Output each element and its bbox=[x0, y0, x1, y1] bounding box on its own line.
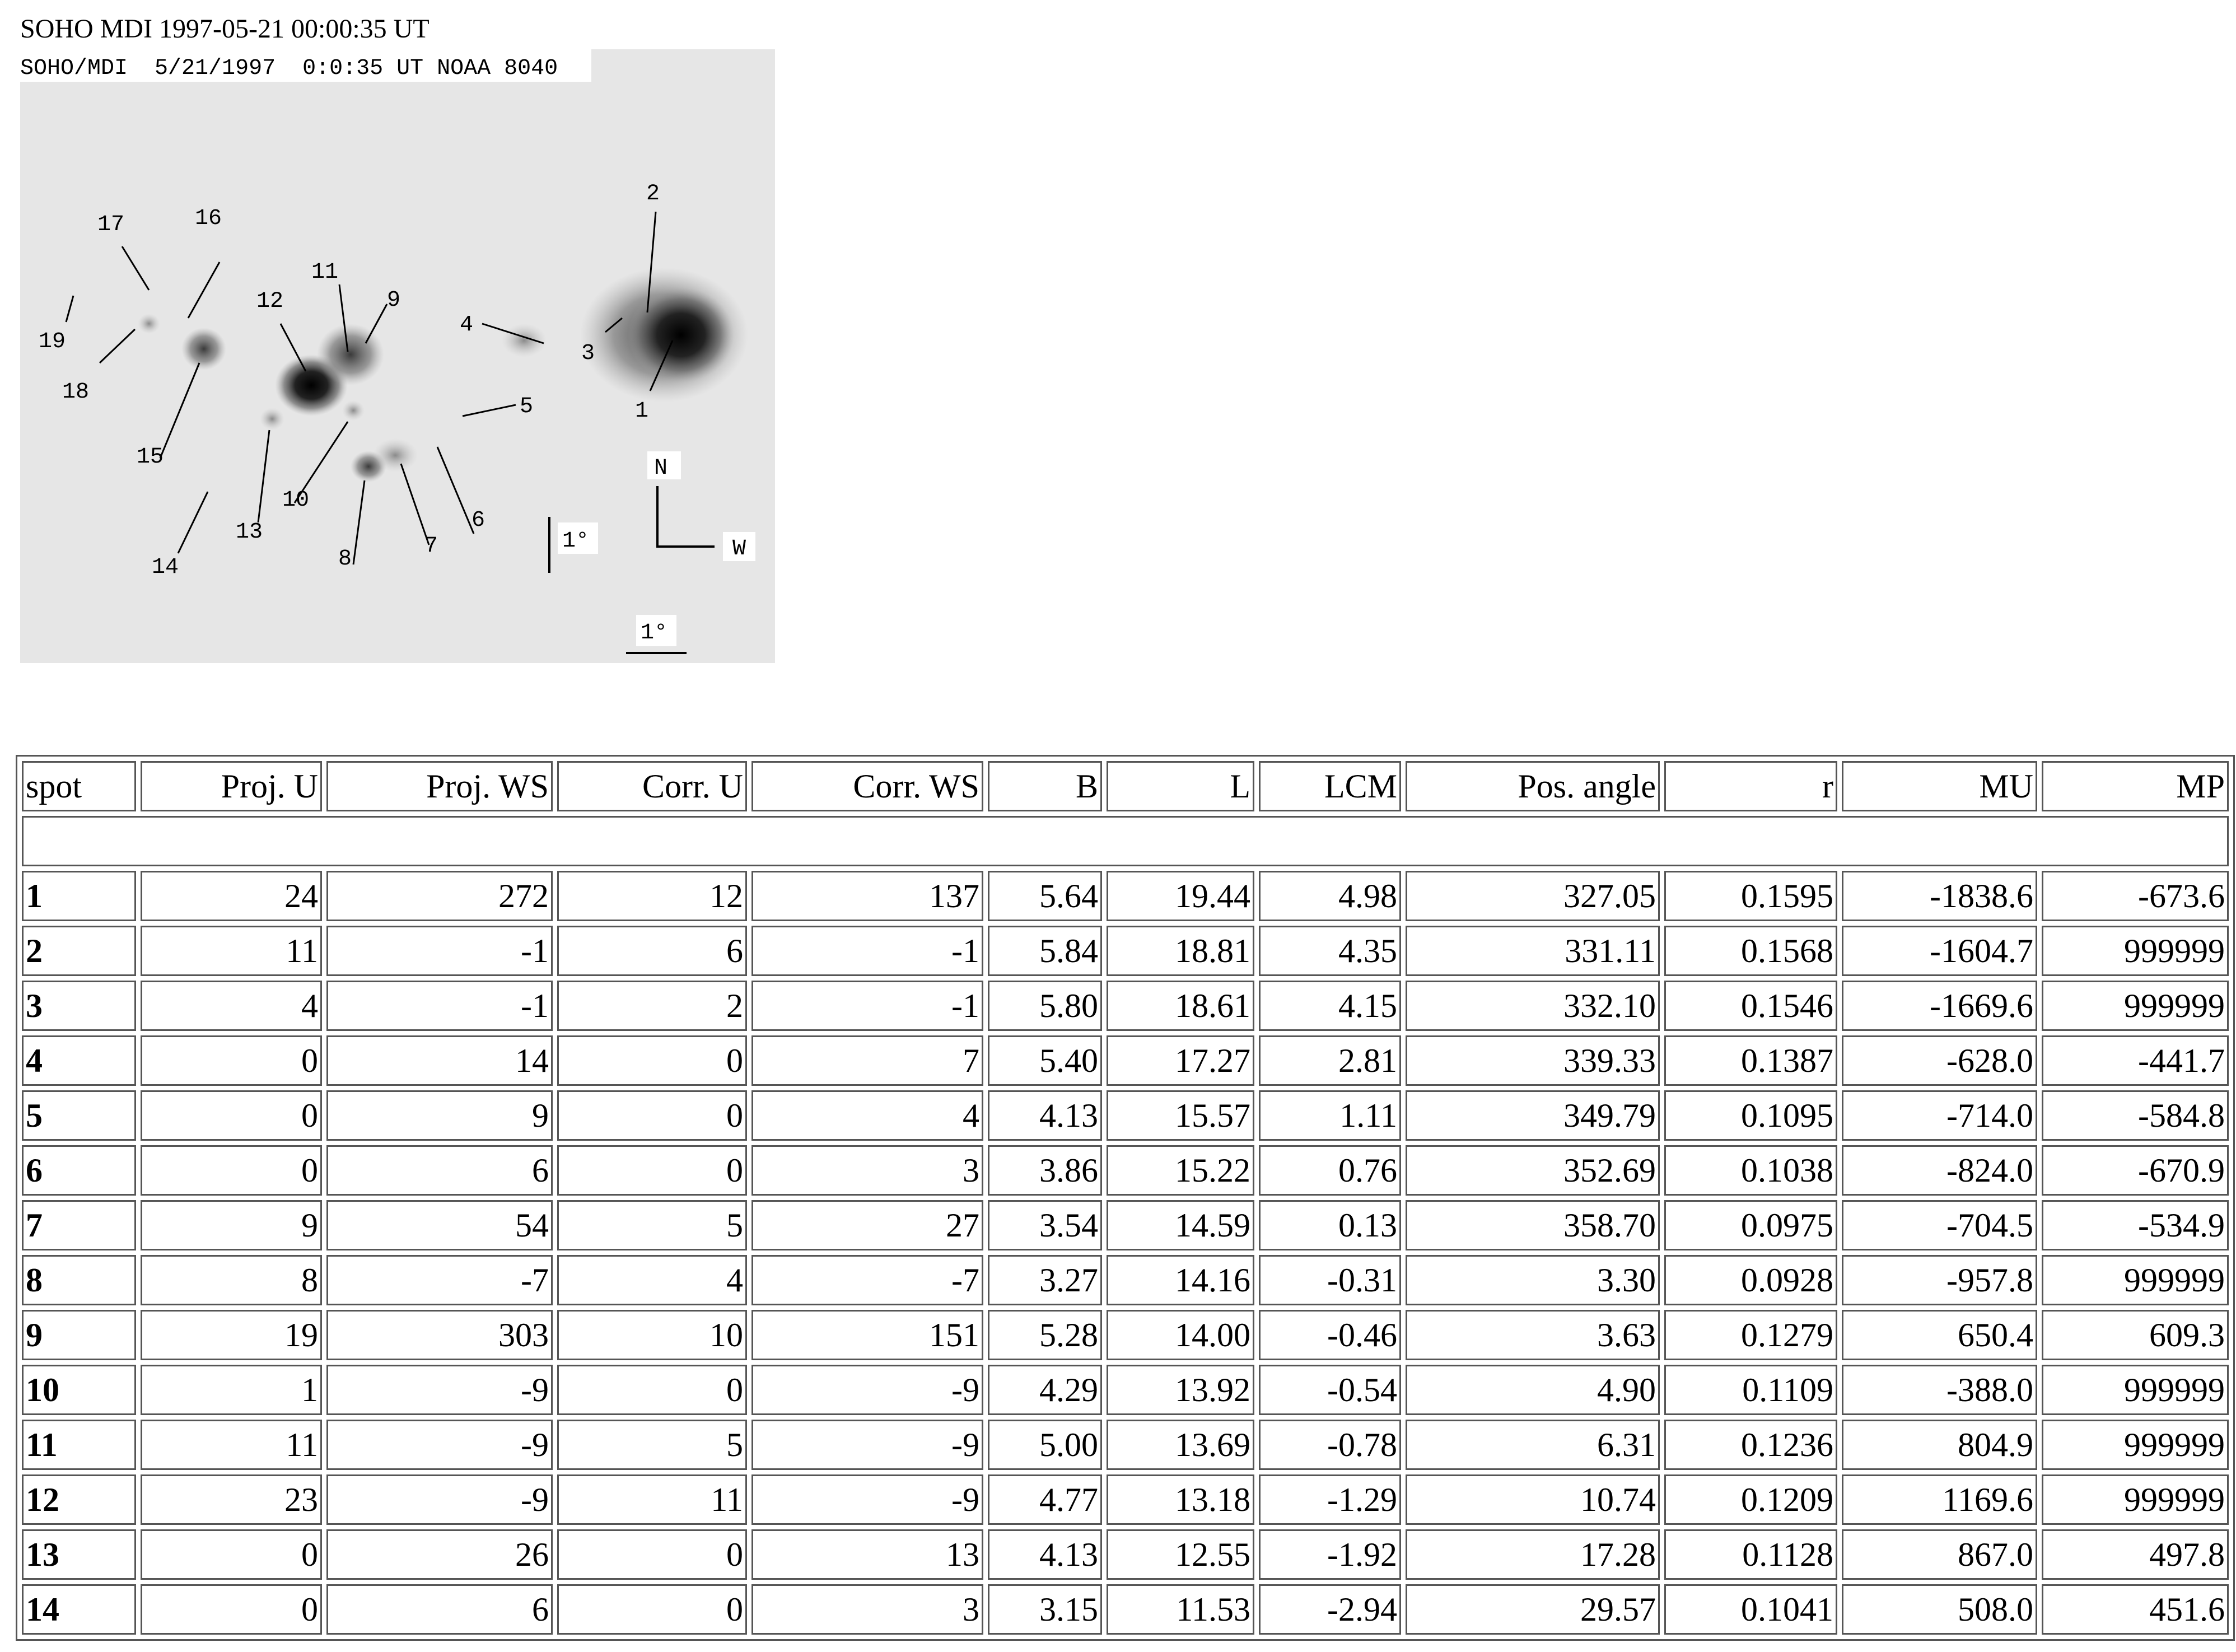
cell-l: 11.53 bbox=[1107, 1584, 1254, 1635]
cell-mp: 999999 bbox=[2042, 1474, 2229, 1525]
cell-mp: 609.3 bbox=[2042, 1310, 2229, 1360]
cell-r: 0.0928 bbox=[1664, 1255, 1837, 1305]
cell-proj-u: 0 bbox=[141, 1145, 322, 1196]
cell-pos-angle: 339.33 bbox=[1406, 1035, 1660, 1086]
spot-label-15: 15 bbox=[137, 445, 164, 470]
spot-label-6: 6 bbox=[472, 508, 486, 533]
cell-spot: 5 bbox=[22, 1090, 136, 1141]
cell-lcm: -1.92 bbox=[1259, 1529, 1401, 1580]
cell-proj-ws: 6 bbox=[326, 1584, 553, 1635]
cell-l: 13.69 bbox=[1107, 1420, 1254, 1470]
cell-corr-u: 5 bbox=[557, 1200, 747, 1250]
col-header-corr-u: Corr. U bbox=[557, 761, 747, 811]
cell-mp: 999999 bbox=[2042, 926, 2229, 976]
spot-label-12: 12 bbox=[256, 289, 284, 314]
table-row bbox=[22, 1145, 2229, 1196]
cell-corr-ws: 137 bbox=[751, 871, 983, 921]
cell-r: 0.1568 bbox=[1664, 926, 1837, 976]
cell-mp: -673.6 bbox=[2042, 871, 2229, 921]
cell-l: 15.57 bbox=[1107, 1090, 1254, 1141]
cell-lcm: 4.35 bbox=[1259, 926, 1401, 976]
cell-corr-u: 6 bbox=[557, 926, 747, 976]
cell-l: 19.44 bbox=[1107, 871, 1254, 921]
col-header-pos-angle: Pos. angle bbox=[1406, 761, 1660, 811]
cell-corr-u: 12 bbox=[557, 871, 747, 921]
cell-l: 14.59 bbox=[1107, 1200, 1254, 1250]
cell-b: 4.77 bbox=[988, 1474, 1102, 1525]
cell-lcm: -1.29 bbox=[1259, 1474, 1401, 1525]
cell-r: 0.1209 bbox=[1664, 1474, 1837, 1525]
cell-l: 12.55 bbox=[1107, 1529, 1254, 1580]
cell-corr-ws: -1 bbox=[751, 926, 983, 976]
cell-proj-ws: -9 bbox=[326, 1474, 553, 1525]
page-heading: SOHO MDI 1997-05-21 00:00:35 UT bbox=[20, 14, 430, 44]
cell-pos-angle: 17.28 bbox=[1406, 1529, 1660, 1580]
cell-mu: 508.0 bbox=[1842, 1584, 2037, 1635]
table-row bbox=[22, 1035, 2229, 1086]
spot-label-16: 16 bbox=[195, 206, 222, 231]
compass-north-label: N bbox=[654, 456, 668, 481]
table-row bbox=[22, 1200, 2229, 1250]
cell-proj-u: 19 bbox=[141, 1310, 322, 1360]
cell-spot: 10 bbox=[22, 1365, 136, 1415]
cell-corr-ws: 7 bbox=[751, 1035, 983, 1086]
cell-pos-angle: 10.74 bbox=[1406, 1474, 1660, 1525]
cell-proj-ws: 303 bbox=[326, 1310, 553, 1360]
table-row bbox=[22, 1529, 2229, 1580]
cell-b: 5.80 bbox=[988, 981, 1102, 1031]
cell-b: 4.29 bbox=[988, 1365, 1102, 1415]
spot-label-14: 14 bbox=[152, 555, 179, 580]
cell-r: 0.0975 bbox=[1664, 1200, 1837, 1250]
cell-corr-ws: -7 bbox=[751, 1255, 983, 1305]
sunspot-blob-leader bbox=[628, 287, 734, 382]
sunspot-blob-7 bbox=[373, 438, 418, 472]
cell-b: 3.27 bbox=[988, 1255, 1102, 1305]
cell-proj-u: 4 bbox=[141, 981, 322, 1031]
cell-mu: -714.0 bbox=[1842, 1090, 2037, 1141]
cell-lcm: 4.98 bbox=[1259, 871, 1401, 921]
cell-r: 0.1595 bbox=[1664, 871, 1837, 921]
cell-lcm: -2.94 bbox=[1259, 1584, 1401, 1635]
cell-proj-ws: -9 bbox=[326, 1420, 553, 1470]
cell-mp: 999999 bbox=[2042, 1365, 2229, 1415]
cell-r: 0.1095 bbox=[1664, 1090, 1837, 1141]
cell-b: 3.54 bbox=[988, 1200, 1102, 1250]
cell-mu: -704.5 bbox=[1842, 1200, 2037, 1250]
cell-pos-angle: 4.90 bbox=[1406, 1365, 1660, 1415]
cell-corr-u: 4 bbox=[557, 1255, 747, 1305]
cell-proj-ws: -1 bbox=[326, 981, 553, 1031]
cell-corr-ws: -9 bbox=[751, 1365, 983, 1415]
col-header-mu: MU bbox=[1842, 761, 2037, 811]
sunspot-data-table bbox=[16, 755, 2235, 1641]
sunspot-blob-18 bbox=[138, 314, 160, 334]
cell-proj-ws: 54 bbox=[326, 1200, 553, 1250]
cell-b: 5.84 bbox=[988, 926, 1102, 976]
col-header-l: L bbox=[1107, 761, 1254, 811]
cell-pos-angle: 358.70 bbox=[1406, 1200, 1660, 1250]
cell-spot: 1 bbox=[22, 871, 136, 921]
cell-mu: 804.9 bbox=[1842, 1420, 2037, 1470]
cell-mp: 497.8 bbox=[2042, 1529, 2229, 1580]
cell-pos-angle: 6.31 bbox=[1406, 1420, 1660, 1470]
cell-proj-ws: 272 bbox=[326, 871, 553, 921]
cell-corr-ws: 27 bbox=[751, 1200, 983, 1250]
cell-l: 13.18 bbox=[1107, 1474, 1254, 1525]
col-header-b: B bbox=[988, 761, 1102, 811]
col-header-corr-ws: Corr. WS bbox=[751, 761, 983, 811]
sunspot-blob-15 bbox=[181, 328, 226, 370]
cell-b: 4.13 bbox=[988, 1529, 1102, 1580]
cell-r: 0.1546 bbox=[1664, 981, 1837, 1031]
cell-b: 3.86 bbox=[988, 1145, 1102, 1196]
cell-proj-u: 0 bbox=[141, 1035, 322, 1086]
cell-lcm: 1.11 bbox=[1259, 1090, 1401, 1141]
table-row bbox=[22, 1365, 2229, 1415]
sunspot-table-container bbox=[16, 755, 2235, 1641]
cell-l: 17.27 bbox=[1107, 1035, 1254, 1086]
cell-mu: -628.0 bbox=[1842, 1035, 2037, 1086]
cell-proj-u: 11 bbox=[141, 1420, 322, 1470]
scale-label-vertical: 1° bbox=[562, 529, 590, 554]
cell-r: 0.1041 bbox=[1664, 1584, 1837, 1635]
sunspot-blob-4 bbox=[502, 324, 547, 357]
cell-pos-angle: 29.57 bbox=[1406, 1584, 1660, 1635]
cell-spot: 9 bbox=[22, 1310, 136, 1360]
cell-corr-ws: 4 bbox=[751, 1090, 983, 1141]
cell-spot: 14 bbox=[22, 1584, 136, 1635]
cell-spot: 12 bbox=[22, 1474, 136, 1525]
sunspot-blob-9 bbox=[317, 324, 384, 385]
cell-proj-u: 23 bbox=[141, 1474, 322, 1525]
table-row bbox=[22, 1310, 2229, 1360]
table-row bbox=[22, 1255, 2229, 1305]
cell-l: 14.00 bbox=[1107, 1310, 1254, 1360]
table-row bbox=[22, 981, 2229, 1031]
cell-r: 0.1038 bbox=[1664, 1145, 1837, 1196]
cell-mu: -1669.6 bbox=[1842, 981, 2037, 1031]
cell-l: 14.16 bbox=[1107, 1255, 1254, 1305]
cell-r: 0.1387 bbox=[1664, 1035, 1837, 1086]
cell-r: 0.1279 bbox=[1664, 1310, 1837, 1360]
sunspot-blob-13 bbox=[260, 408, 284, 430]
cell-corr-u: 0 bbox=[557, 1090, 747, 1141]
cell-b: 5.64 bbox=[988, 871, 1102, 921]
cell-corr-ws: -9 bbox=[751, 1474, 983, 1525]
table-header-row bbox=[22, 761, 2229, 811]
col-header-proj-u: Proj. U bbox=[141, 761, 322, 811]
cell-pos-angle: 352.69 bbox=[1406, 1145, 1660, 1196]
cell-lcm: 0.13 bbox=[1259, 1200, 1401, 1250]
cell-lcm: 4.15 bbox=[1259, 981, 1401, 1031]
cell-proj-u: 11 bbox=[141, 926, 322, 976]
cell-corr-u: 10 bbox=[557, 1310, 747, 1360]
col-header-spot: spot bbox=[22, 761, 136, 811]
cell-pos-angle: 3.30 bbox=[1406, 1255, 1660, 1305]
col-header-lcm: LCM bbox=[1259, 761, 1401, 811]
cell-l: 18.81 bbox=[1107, 926, 1254, 976]
table-row bbox=[22, 926, 2229, 976]
sunspot-blob-10 bbox=[342, 400, 365, 421]
table-row bbox=[22, 1420, 2229, 1470]
cell-r: 0.1128 bbox=[1664, 1529, 1837, 1580]
cell-proj-u: 0 bbox=[141, 1090, 322, 1141]
spot-label-17: 17 bbox=[97, 212, 125, 237]
cell-proj-ws: -1 bbox=[326, 926, 553, 976]
table-body bbox=[22, 816, 2229, 1635]
cell-mp: 451.6 bbox=[2042, 1584, 2229, 1635]
cell-l: 18.61 bbox=[1107, 981, 1254, 1031]
spot-label-9: 9 bbox=[387, 288, 401, 313]
scale-label-horizontal: 1° bbox=[641, 620, 668, 646]
cell-corr-ws: -1 bbox=[751, 981, 983, 1031]
cell-mp: -441.7 bbox=[2042, 1035, 2229, 1086]
cell-spot: 8 bbox=[22, 1255, 136, 1305]
spot-label-1: 1 bbox=[635, 399, 649, 424]
table-row bbox=[22, 1584, 2229, 1635]
spot-label-4: 4 bbox=[460, 312, 474, 338]
cell-mu: -1838.6 bbox=[1842, 871, 2037, 921]
cell-b: 3.15 bbox=[988, 1584, 1102, 1635]
cell-mu: -824.0 bbox=[1842, 1145, 2037, 1196]
spot-label-18: 18 bbox=[62, 380, 90, 405]
cell-b: 5.40 bbox=[988, 1035, 1102, 1086]
cell-mu: 650.4 bbox=[1842, 1310, 2037, 1360]
cell-proj-u: 1 bbox=[141, 1365, 322, 1415]
cell-corr-ws: 151 bbox=[751, 1310, 983, 1360]
cell-corr-u: 11 bbox=[557, 1474, 747, 1525]
cell-mp: 999999 bbox=[2042, 1255, 2229, 1305]
cell-corr-ws: 3 bbox=[751, 1145, 983, 1196]
cell-r: 0.1236 bbox=[1664, 1420, 1837, 1470]
cell-proj-u: 9 bbox=[141, 1200, 322, 1250]
spot-label-5: 5 bbox=[520, 394, 534, 419]
cell-corr-u: 0 bbox=[557, 1035, 747, 1086]
cell-mu: -1604.7 bbox=[1842, 926, 2037, 976]
cell-corr-ws: -9 bbox=[751, 1420, 983, 1470]
cell-proj-u: 0 bbox=[141, 1584, 322, 1635]
col-header-mp: MP bbox=[2042, 761, 2229, 811]
cell-proj-ws: 9 bbox=[326, 1090, 553, 1141]
cell-proj-ws: -9 bbox=[326, 1365, 553, 1415]
cell-l: 15.22 bbox=[1107, 1145, 1254, 1196]
cell-corr-u: 0 bbox=[557, 1529, 747, 1580]
col-header-proj-ws: Proj. WS bbox=[326, 761, 553, 811]
cell-mp: -584.8 bbox=[2042, 1090, 2229, 1141]
cell-corr-u: 0 bbox=[557, 1145, 747, 1196]
cell-spot: 7 bbox=[22, 1200, 136, 1250]
cell-b: 5.28 bbox=[988, 1310, 1102, 1360]
cell-b: 4.13 bbox=[988, 1090, 1102, 1141]
cell-proj-ws: 6 bbox=[326, 1145, 553, 1196]
cell-mp: -670.9 bbox=[2042, 1145, 2229, 1196]
cell-lcm: 0.76 bbox=[1259, 1145, 1401, 1196]
cell-mu: -957.8 bbox=[1842, 1255, 2037, 1305]
cell-corr-u: 0 bbox=[557, 1584, 747, 1635]
cell-r: 0.1109 bbox=[1664, 1365, 1837, 1415]
spot-label-11: 11 bbox=[311, 260, 339, 285]
cell-corr-u: 5 bbox=[557, 1420, 747, 1470]
table-row bbox=[22, 1090, 2229, 1141]
col-header-r: r bbox=[1664, 761, 1837, 811]
cell-pos-angle: 349.79 bbox=[1406, 1090, 1660, 1141]
table-spacer-cell bbox=[22, 816, 2229, 866]
spot-label-3: 3 bbox=[581, 341, 595, 366]
cell-corr-u: 0 bbox=[557, 1365, 747, 1415]
cell-spot: 4 bbox=[22, 1035, 136, 1086]
cell-lcm: 2.81 bbox=[1259, 1035, 1401, 1086]
cell-lcm: -0.78 bbox=[1259, 1420, 1401, 1470]
cell-corr-ws: 3 bbox=[751, 1584, 983, 1635]
cell-l: 13.92 bbox=[1107, 1365, 1254, 1415]
cell-mu: 1169.6 bbox=[1842, 1474, 2037, 1525]
cell-spot: 3 bbox=[22, 981, 136, 1031]
sunspot-magnetogram-image bbox=[20, 49, 775, 663]
spot-label-2: 2 bbox=[646, 181, 660, 207]
compass-west-label: W bbox=[732, 536, 746, 562]
cell-lcm: -0.54 bbox=[1259, 1365, 1401, 1415]
cell-proj-ws: 14 bbox=[326, 1035, 553, 1086]
spot-label-13: 13 bbox=[236, 520, 263, 545]
cell-pos-angle: 3.63 bbox=[1406, 1310, 1660, 1360]
cell-proj-u: 8 bbox=[141, 1255, 322, 1305]
cell-corr-ws: 13 bbox=[751, 1529, 983, 1580]
cell-pos-angle: 327.05 bbox=[1406, 871, 1660, 921]
spot-label-8: 8 bbox=[338, 547, 352, 572]
cell-spot: 11 bbox=[22, 1420, 136, 1470]
cell-mu: 867.0 bbox=[1842, 1529, 2037, 1580]
cell-lcm: -0.31 bbox=[1259, 1255, 1401, 1305]
table-row bbox=[22, 871, 2229, 921]
cell-spot: 2 bbox=[22, 926, 136, 976]
cell-proj-u: 24 bbox=[141, 871, 322, 921]
spot-label-19: 19 bbox=[39, 329, 66, 354]
cell-proj-ws: 26 bbox=[326, 1529, 553, 1580]
cell-pos-angle: 332.10 bbox=[1406, 981, 1660, 1031]
table-spacer-row bbox=[22, 816, 2229, 866]
cell-pos-angle: 331.11 bbox=[1406, 926, 1660, 976]
cell-mu: -388.0 bbox=[1842, 1365, 2037, 1415]
image-caption: SOHO/MDI 5/21/1997 0:0:35 UT NOAA 8040 bbox=[20, 56, 558, 81]
cell-mp: -534.9 bbox=[2042, 1200, 2229, 1250]
cell-proj-ws: -7 bbox=[326, 1255, 553, 1305]
cell-lcm: -0.46 bbox=[1259, 1310, 1401, 1360]
cell-mp: 999999 bbox=[2042, 1420, 2229, 1470]
cell-corr-u: 2 bbox=[557, 981, 747, 1031]
cell-b: 5.00 bbox=[988, 1420, 1102, 1470]
cell-spot: 13 bbox=[22, 1529, 136, 1580]
spot-label-10: 10 bbox=[282, 488, 310, 513]
spot-label-7: 7 bbox=[424, 534, 438, 559]
cell-spot: 6 bbox=[22, 1145, 136, 1196]
table-row bbox=[22, 1474, 2229, 1525]
cell-mp: 999999 bbox=[2042, 981, 2229, 1031]
cell-proj-u: 0 bbox=[141, 1529, 322, 1580]
